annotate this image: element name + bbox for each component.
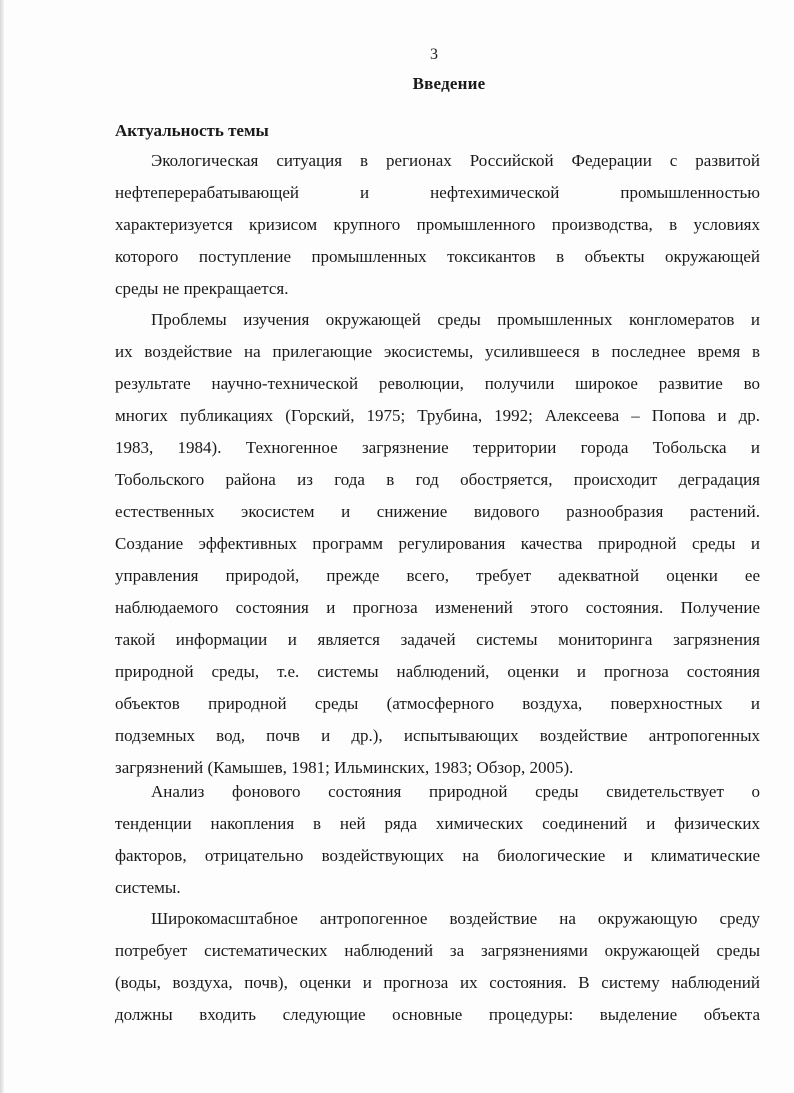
paragraph-line: 1983, 1984). Техногенное загрязнение территории города Тобольска и	[115, 438, 760, 457]
paragraph-line: многих публикациях (Горский, 1975; Трубина, 1992; Алексеева – Попова и др.	[115, 406, 760, 425]
paragraph-line: Создание эффективных программ регулирования качества природной среды и	[115, 534, 760, 553]
paragraph-3	[115, 776, 760, 904]
paragraph-line: Тобольского района из года в год обостряется, происходит деградация	[115, 470, 760, 489]
paragraph-line: характеризуется кризисом крупного промышленного производства, в условиях	[115, 215, 760, 234]
paragraph-line: потребует систематических наблюдений за загрязнениями окружающей среды	[115, 941, 760, 960]
paragraph-line: факторов, отрицательно воздействующих на биологические и климатические	[115, 846, 760, 865]
paragraph-line: такой информации и является задачей системы мониторинга загрязнения	[115, 630, 760, 649]
paragraph-line: должны входить следующие основные процедуры: выделение объекта	[115, 1005, 760, 1024]
paragraph-line: тенденции накопления в ней ряда химических соединений и физических	[115, 814, 760, 833]
paragraph-line: результате научно-технической революции, получили широкое развитие во	[115, 374, 760, 393]
paragraph-line: загрязнений (Камышев, 1981; Ильминских, 1983; Обзор, 2005).	[115, 758, 574, 777]
paragraph-line: Широкомасштабное антропогенное воздействие на окружающую среду	[151, 909, 760, 928]
paragraph-line: управления природой, прежде всего, требует адекватной оценки ее	[115, 566, 760, 585]
paragraph-line: наблюдаемого состояния и прогноза изменений этого состояния. Получение	[115, 598, 760, 617]
paragraph-line: объектов природной среды (атмосферного воздуха, поверхностных и	[115, 694, 760, 713]
paragraph-2	[115, 304, 760, 784]
paragraph-line: Проблемы изучения окружающей среды промышленных конгломератов и	[151, 310, 760, 329]
paragraph-1	[115, 145, 760, 305]
scan-edge	[0, 0, 4, 1093]
paragraph-line: (воды, воздуха, почв), оценки и прогноза их состояния. В систему наблюдений	[115, 973, 760, 992]
paragraph-line: естественных экосистем и снижение видового разнообразия растений.	[115, 502, 760, 521]
paragraph-line: среды не прекращается.	[115, 279, 289, 298]
paragraph-line: Анализ фонового состояния природной среды свидетельствует о	[151, 782, 760, 801]
paragraph-line: нефтеперерабатывающей и нефтехимической промышленностью	[115, 183, 760, 202]
paragraph-line: природной среды, т.е. системы наблюдений, оценки и прогноза состояния	[115, 662, 760, 681]
page-number: 3	[430, 46, 438, 63]
page-heading: Введение	[412, 74, 486, 93]
paragraph-line: которого поступление промышленных токсикантов в объекты окружающей	[115, 247, 760, 266]
section-title: Актуальность темы	[115, 121, 269, 140]
paragraph-line: Экологическая ситуация в регионах Российской Федерации с развитой	[151, 151, 760, 170]
paragraph-line: системы.	[115, 878, 181, 897]
paragraph-4	[115, 903, 760, 1031]
paragraph-line: подземных вод, почв и др.), испытывающих воздействие антропогенных	[115, 726, 760, 745]
paragraph-line: их воздействие на прилегающие экосистемы, усилившееся в последнее время в	[115, 342, 760, 361]
